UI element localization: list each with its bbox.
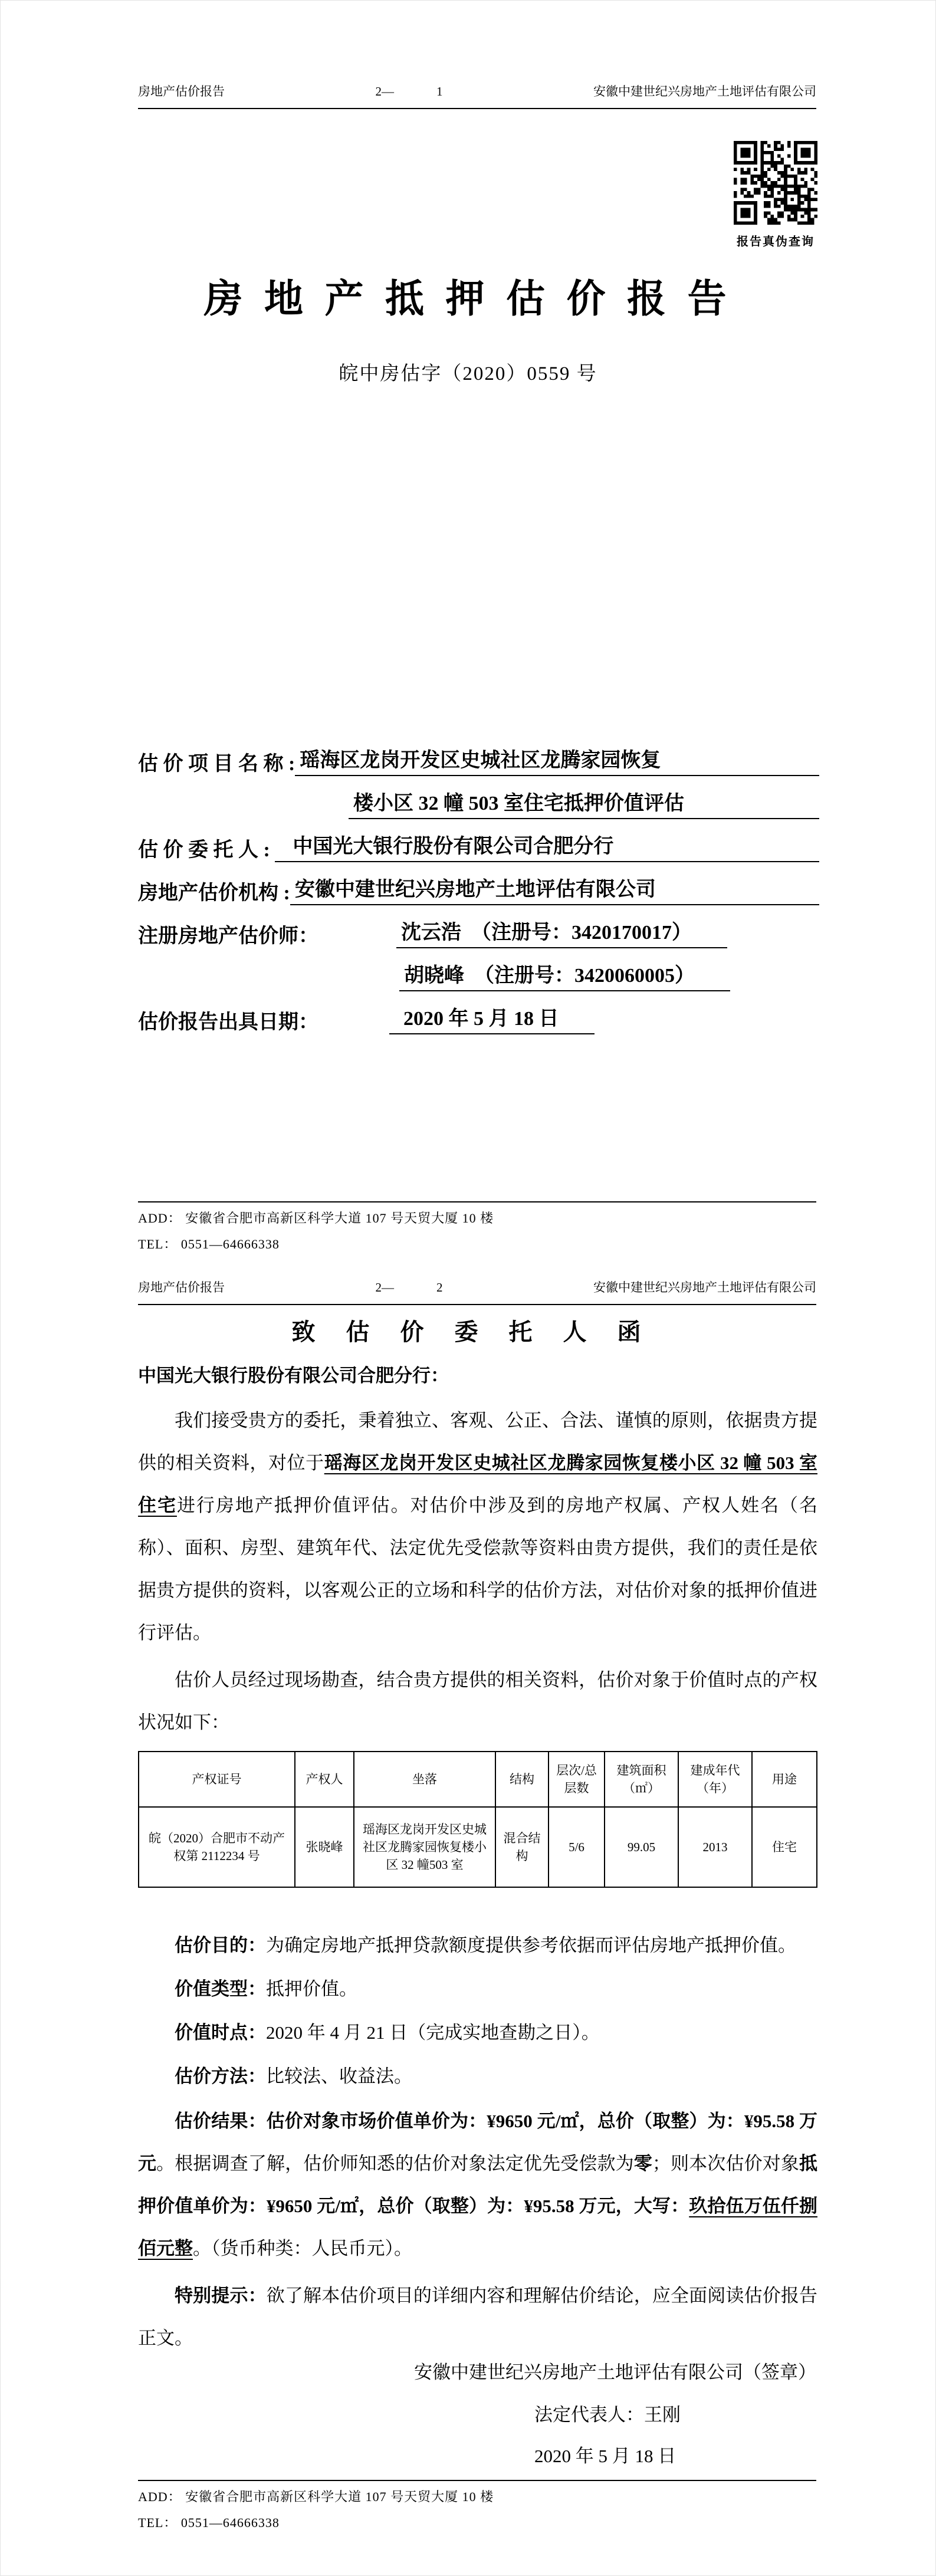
line-method-label: 估价方法： <box>175 2066 266 2087</box>
line-purpose-label: 估价目的： <box>175 1935 266 1956</box>
field-appraiser-row2 <box>138 948 819 991</box>
qr-caption: 报告真伪查询 <box>737 235 815 248</box>
field-appraiser-row1 <box>138 905 819 948</box>
page2-header <box>138 1278 816 1296</box>
page2-footer-telephone: TEL： 0551—64666338 <box>138 2515 280 2530</box>
cell-owner: 张晓峰 <box>295 1807 354 1887</box>
line-purpose-text: 为确定房地产抵押贷款额度提供参考依据而评估房地产抵押价值。 <box>266 1935 796 1956</box>
cell-use: 住宅 <box>752 1807 817 1887</box>
qr-code <box>734 141 817 225</box>
col-year-built: 建成年代（年） <box>678 1752 752 1807</box>
result-mortgage-value: 抵押价值单价为：¥9650 元/㎡，总价（取整）为：¥95.58 万元，大写： <box>138 2153 818 2216</box>
result-market-value: 估价对象市场价值单价为：¥9650 元/㎡，总价（取整）为：¥95.58 万元 <box>138 2111 817 2174</box>
field-agency-row <box>138 862 819 905</box>
letter-salutation: 中国光大银行股份有限公司合肥分行： <box>138 1365 449 1386</box>
paragraph-result <box>138 2100 817 2270</box>
line-value-date <box>138 2012 817 2054</box>
signature-company: 安徽中建世纪兴房地产土地评估有限公司（签章） <box>414 2362 816 2383</box>
paragraph-engagement-pre: 我们接受贵方的委托，秉着独立、客观、公正、合法、谨慎的原则，依据贵方提供的相关资料，对位于 <box>138 1410 817 1473</box>
field-project-name-value-line1: 瑶海区龙岗开发区史城社区龙腾家园恢复 <box>295 744 819 776</box>
field-project-name-label: 估 价 项 目 名 称 : <box>138 753 295 775</box>
page2-page-indicator <box>376 1280 443 1295</box>
field-agency-label: 房地产估价机构 : <box>138 882 290 904</box>
page1-page-indicator <box>376 84 443 99</box>
page1-header-company: 安徽中建世纪兴房地产土地评估有限公司 <box>593 84 816 98</box>
result-note: 。根据调查了解，估价师知悉的估价对象法定优先受偿款为 <box>156 2153 634 2174</box>
report-number: 皖中房估字（2020）0559 号 <box>339 363 597 385</box>
cell-structure: 混合结构 <box>495 1807 549 1887</box>
result-label: 估价结果： <box>175 2111 267 2131</box>
cell-certificate-no: 皖（2020）合肥市不动产权第 2112234 号 <box>139 1807 295 1887</box>
field-report-date-value: 2020 年 5 月 18 日 <box>389 1002 595 1034</box>
page1-header <box>138 82 816 100</box>
line-method-text: 比较法、收益法。 <box>266 2066 412 2087</box>
cover-fields <box>138 733 819 1034</box>
field-agency-value: 安徽中建世纪兴房地产土地评估有限公司 <box>290 873 819 905</box>
result-priority-zero: 零 <box>633 2153 652 2174</box>
notice-text: 欲了解本估价项目的详细内容和理解估价结论，应全面阅读估价报告正文。 <box>138 2285 818 2348</box>
col-area: 建筑面积（㎡） <box>605 1752 678 1807</box>
page1-page-number: 1 <box>436 84 443 98</box>
col-floor: 层次/总层数 <box>549 1752 605 1807</box>
field-project-name-row1 <box>138 733 819 776</box>
page2-page-number: 2 <box>436 1280 443 1294</box>
signature-date: 2020 年 5 月 18 日 <box>534 2446 676 2466</box>
field-project-name-value-line2: 楼小区 32 幢 503 室住宅抵押价值评估 <box>349 787 819 819</box>
cell-floor: 5/6 <box>549 1807 605 1887</box>
notice-label: 特别提示： <box>175 2285 267 2306</box>
cell-location: 瑶海区龙岗开发区史城社区龙腾家园恢复楼小区 32 幢503 室 <box>354 1807 495 1887</box>
signature-legal-representative: 法定代表人：王刚 <box>534 2404 681 2425</box>
line-value-date-text: 2020 年 4 月 21 日（完成实地查勘之日）。 <box>266 2022 600 2043</box>
paragraph-notice <box>138 2275 817 2360</box>
page1-footer-rule <box>138 1201 816 1202</box>
report-title: 房 地 产 抵 押 估 价 报 告 <box>203 278 733 321</box>
letter-title: 致 估 价 委 托 人 函 <box>291 1319 645 1345</box>
line-method <box>138 2055 817 2098</box>
field-report-date-row <box>138 991 819 1034</box>
cell-year-built: 2013 <box>678 1807 752 1887</box>
result-connector: ；则本次估价对象 <box>652 2153 800 2174</box>
field-client-label: 估 价 委 托 人 : <box>138 839 275 861</box>
page1-footer-telephone: TEL： 0551—64666338 <box>138 1237 280 1251</box>
field-appraiser1-value: 沈云浩 （注册号：3420170017） <box>396 916 727 948</box>
paragraph-survey: 估价人员经过现场勘查，结合贵方提供的相关资料，估价对象于价值时点的产权状况如下： <box>138 1670 817 1733</box>
field-project-name-row2 <box>138 776 819 819</box>
page2-header-doc-type: 房地产估价报告 <box>138 1280 225 1294</box>
property-table-data-row <box>139 1807 817 1887</box>
col-use: 用途 <box>752 1752 817 1807</box>
line-value-type <box>138 1968 817 2010</box>
line-value-type-label: 价值类型： <box>175 1979 266 1999</box>
line-purpose <box>138 1924 817 1967</box>
line-value-type-text: 抵押价值。 <box>266 1979 357 1999</box>
field-client-row <box>138 819 819 862</box>
col-owner: 产权人 <box>295 1752 354 1807</box>
page2-page-prefix: 2— <box>375 1280 394 1294</box>
col-certificate-no: 产权证号 <box>139 1752 295 1807</box>
field-appraiser-label: 注册房地产估价师： <box>138 925 318 947</box>
page1-header-doc-type: 房地产估价报告 <box>138 84 225 98</box>
field-appraiser2-value: 胡晓峰 （注册号：3420060005） <box>399 959 730 991</box>
cell-area: 99.05 <box>605 1807 678 1887</box>
col-structure: 结构 <box>495 1752 549 1807</box>
page1-footer-address: ADD： 安徽省合肥市高新区科学大道 107 号天贸大厦 10 楼 <box>138 1211 494 1225</box>
page2-footer-address: ADD： 安徽省合肥市高新区科学大道 107 号天贸大厦 10 楼 <box>138 2489 494 2504</box>
line-value-date-label: 价值时点： <box>175 2022 266 2043</box>
page2-header-company: 安徽中建世纪兴房地产土地评估有限公司 <box>593 1280 816 1294</box>
field-client-value: 中国光大银行股份有限公司合肥分行 <box>275 830 819 862</box>
paragraph-engagement <box>138 1399 817 1654</box>
result-amount-in-words: 玖拾伍万伍仟捌佰元整 <box>138 2196 817 2259</box>
col-location: 坐落 <box>354 1752 495 1807</box>
page1-page-prefix: 2— <box>375 84 394 98</box>
page2-footer-rule <box>138 2480 816 2481</box>
property-table <box>138 1751 817 1888</box>
page2-header-rule <box>138 1304 816 1305</box>
field-report-date-label: 估价报告出具日期： <box>138 1011 318 1033</box>
page1-header-rule <box>138 108 816 109</box>
result-currency: 。（货币种类：人民币元）。 <box>193 2238 412 2259</box>
property-table-header-row <box>139 1752 817 1807</box>
paragraph-engagement-subject: 瑶海区龙岗开发区史城社区龙腾家园恢复楼小区 32 幢 503 室住宅 <box>138 1453 818 1516</box>
paragraph-engagement-post: 进行房地产抵押价值评估。对估价中涉及到的房地产权属、产权人姓名（名称）、面积、房型、建筑年代、法定优先受偿款等资料由贵方提供，我们的责任是依据贵方提供的资料，以客观公正的立场和科学的估价方法，对估价对象的抵押价值进行评估。 <box>138 1495 818 1643</box>
